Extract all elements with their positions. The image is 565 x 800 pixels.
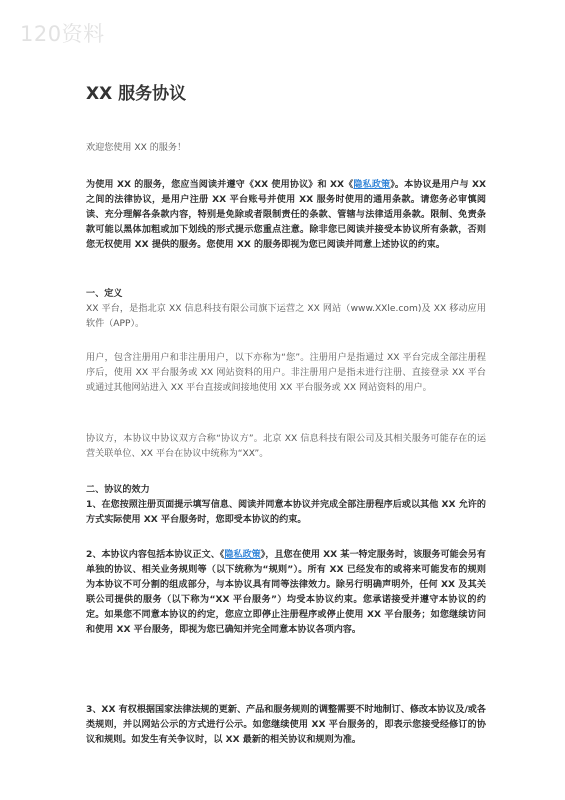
definition-party: 协议方，本协议中协议双方合称“协议方”。北京 XX 信息科技有限公司及其相关服务可能存在的运营关联单位、XX 平台在协议中统称为“XX”。 [86, 434, 486, 459]
effect-item-1: 1、在您按照注册页面提示填写信息、阅读并同意本协议并完成全部注册程序后或以其他 XX 允许的方式实际使用 XX 平台服务时，您即受本协议的约束。 [86, 500, 486, 525]
section-2-heading: 二、协议的效力 [86, 485, 150, 495]
privacy-policy-link-2[interactable]: 隐私政策 [224, 550, 261, 560]
page-title: XX 服务协议 [86, 84, 187, 104]
definition-user: 用户，包含注册用户和非注册用户，以下亦称为“您”。注册用户是指通过 XX 平台完成全部注册程序后，使用 XX 平台服务或 XX 网站资料的用户。非注册用户是指未进行注册、直接登录 XX 平台或通过其他网站进入 XX 平台直接或间接地使用 XX 平台服务或 XX 网站资料的用户。 [86, 353, 486, 393]
section-1-heading: 一、定义 [86, 289, 123, 299]
watermark: 120资料 [20, 22, 105, 46]
intro-text-a: 为使用 XX 的服务，您应当阅读并遵守《XX 使用协议》和 XX《 [86, 180, 354, 190]
intro-paragraph [86, 178, 486, 253]
effect-item-2-text-b: 》，且您在使用 XX 某一特定服务时，该服务可能会另有单独的协议、相关业务规则等（以下统称为“规则”）。所有 XX 已经发布的或将来可能发布的规则为本协议不可分割的组成部分，与本协议具有同等法律效力。除另行明确声明外，任何 XX 及其关联公司提供的服务（以下称为“XX 平台服务”）均受本协议约束。您承诺接受并遵守本协议的约定。如果您不同意本协议的约定，您应立即停止注册程序或停止使用 XX 平台服务；如您继续访问和使用 XX 平台服务，即视为您已确知并完全同意本协议各项内容。 [86, 550, 486, 635]
definition-platform: XX 平台，是指北京 XX 信息科技有限公司旗下运营之 XX 网站（www.XXle.com)及 XX 移动应用软件（APP）。 [86, 304, 486, 329]
greeting: 欢迎您使用 XX 的服务！ [86, 143, 187, 153]
effect-item-3: 3、XX 有权根据国家法律法规的更新、产品和服务规则的调整需要不时地制订、修改本协议及/或各类规则，并以网站公示的方式进行公示。如您继续使用 XX 平台服务的，即表示您接受经修订的协议和规则。如发生有关争议时，以 XX 最新的相关协议和规则为准。 [86, 705, 486, 745]
effect-item-2-text-a: 2、本协议内容包括本协议正文、《 [86, 550, 225, 560]
intro-text-b: 》。本协议是用户与 XX 之间的法律协议，是用户注册 XX 平台账号并使用 XX 服务时使用的通用条款。请您务必审慎阅读、充分理解各条款内容，特别是免除或者限制责任的条款、管辖与法律适用条款。限制、免责条款可能以黑体加粗或加下划线的形式提示您重点注意。除非您已阅读并接受本协议所有条款，否则您无权使用 XX 提供的服务。您使用 XX 的服务即视为您已阅读并同意上述协议的约束。 [86, 180, 486, 250]
privacy-policy-link[interactable]: 隐私政策 [353, 180, 391, 190]
effect-item-2 [86, 548, 486, 638]
